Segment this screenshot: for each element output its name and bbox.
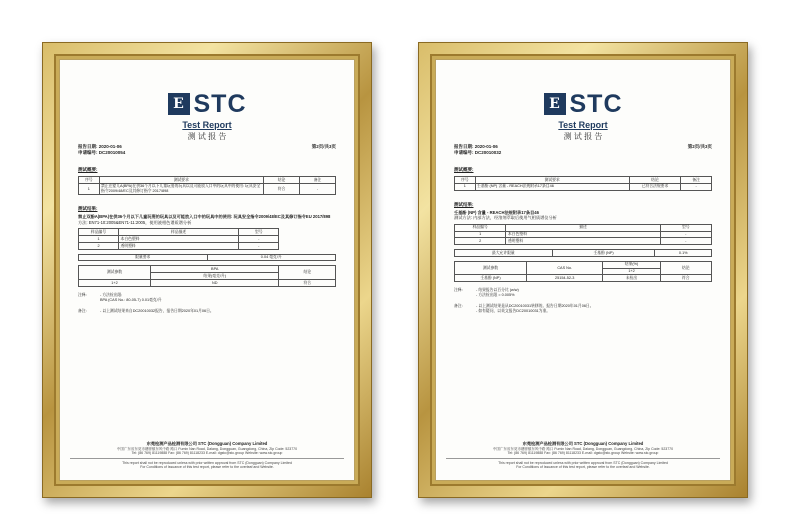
remarks-block xyxy=(78,309,336,314)
table-cell: 已符合法规要求 xyxy=(629,183,680,190)
table-cell: 1 xyxy=(79,183,100,194)
table-cell: 禁止在婴儿A(BPA)在供36个月以下儿童玩耍的玩具以及可能放入口中的玩具中的使用: 玩具安全指令2009/48/EC及其修订指令 2017/898 xyxy=(99,183,264,194)
sample-table xyxy=(78,228,279,249)
table-header-row xyxy=(79,229,279,236)
report-footer xyxy=(70,442,344,470)
report-date: 报告日期: 2020-01-06 xyxy=(78,144,122,149)
table-header: 备注 xyxy=(681,177,712,184)
table-header-row xyxy=(79,266,336,273)
table-cell: - xyxy=(681,183,712,190)
table-header-row xyxy=(455,261,712,268)
table-row xyxy=(79,242,279,249)
report-date: 报告日期: 2020-01-06 xyxy=(454,144,498,149)
stc-logo-mark: E xyxy=(544,93,566,115)
test-method: 测试方法: 内部方法，经溶剂萃取后使用气相质谱仪分析 xyxy=(454,215,557,221)
note-line: BPA (CAS No.: 80-05-7) 0.01毫克/升 xyxy=(100,297,162,302)
remarks-label: 备注: xyxy=(78,308,87,313)
table-header: CAS No. xyxy=(526,261,603,275)
table-cell: - xyxy=(239,242,279,249)
table-cell: 1 xyxy=(79,236,119,243)
report-title-en: Test Report xyxy=(558,120,608,130)
table-header-row xyxy=(79,177,336,184)
table-cell: ND xyxy=(150,280,279,287)
summary-table xyxy=(454,176,712,191)
footer-address: 中国广东省东莞市塘厦镇东风中路 路口 Fumin Nan Road, Dalang, Dongguan, Guangdong, China, Zip Code: 523770 xyxy=(492,446,674,451)
table-cell: 壬基酚 (NP) xyxy=(552,250,655,257)
result-title: 测试结果: xyxy=(454,201,474,207)
frame-inner xyxy=(430,54,736,486)
table-header: 样品编号 xyxy=(79,229,119,236)
table-row xyxy=(79,280,336,287)
table-header: 型号 xyxy=(660,224,711,231)
summary-title: 测试概要: xyxy=(78,167,98,172)
report-page-right xyxy=(435,59,731,481)
table-header: 结论 xyxy=(660,261,711,275)
table-cell: 0.04 毫克/升 xyxy=(207,254,336,261)
table-cell: 1+2 xyxy=(79,280,151,287)
footer-contact: Tel: (86 769) 81119888 Fax: (86 769) 81118233 E-mail: dgstc@stc.group Website: www.stc.group xyxy=(131,451,283,456)
note-line: - 结果报告以百分比 (w/w) xyxy=(476,288,519,293)
table-cell: 符合 xyxy=(264,183,300,194)
note-line: - 方法检出限 = 0.005% xyxy=(476,293,515,298)
table-cell: 透明塑料 xyxy=(506,238,660,245)
table-header: 序号 xyxy=(455,177,476,184)
table-header: 样品编号 xyxy=(455,224,506,231)
table-cell: - xyxy=(660,238,711,245)
table-header: 结果(毫克/升) xyxy=(150,273,279,280)
table-cell: - xyxy=(660,231,711,238)
table-cell: 符合 xyxy=(279,280,336,287)
table-header: 结论 xyxy=(629,177,680,184)
right-certificate-frame xyxy=(418,42,748,498)
result-heading: 壬基酚 (NP) 含量 - REACH法规附录17条目46 xyxy=(454,209,539,215)
table-header-row xyxy=(455,224,712,231)
table-header: BPA xyxy=(150,266,279,273)
footer-disclaimer: This report shall not be reproduced unless with prior written approval from STC (Dongguan) Company Limited xyxy=(122,460,292,465)
footer-company: 东莞检测产品检测有限公司 STC (Dongguan) Company Limited xyxy=(146,441,268,447)
remark-line: - 以上测试结果来自DC20010032报告，报告日期2020年01月06日。 xyxy=(100,308,214,313)
frame-inner xyxy=(54,54,360,486)
footer-address: 中国广东省东莞市塘厦镇东风中路 路口 Fumin Nan Road, Dalang, Dongguan, Guangdong, China, Zip Code: 523770 xyxy=(116,446,298,451)
page-number: 第2页/共3页 xyxy=(311,144,336,149)
stc-logo xyxy=(78,90,336,118)
report-title-cn: 测 试 报 告 xyxy=(563,132,603,141)
footer-contact: Tel: (86 769) 81119888 Fax: (86 769) 81118233 E-mail: dgstc@stc.group Website: www.stc.group xyxy=(507,451,659,456)
result-heading: 禁止双酚A(BPA)在供36个月以下儿童玩耍的玩具以及可能放入口中的玩具中的使用: 玩具安全指令2009/48/EC及其修订指令EU 2017/898 xyxy=(78,214,331,220)
table-header: 结果(%) xyxy=(603,261,660,268)
remarks-block xyxy=(454,304,712,314)
left-certificate-frame xyxy=(42,42,372,498)
table-cell: 壬基酚 (NP) xyxy=(455,275,527,282)
table-header: 结论 xyxy=(279,266,336,280)
report-page-left xyxy=(59,59,355,481)
remark-line: - 以上测试结果是从DC20010031转移的。报告日期2020年01月06日。 xyxy=(476,304,594,309)
table-header-row xyxy=(455,177,712,184)
table-cell: 2 xyxy=(455,238,506,245)
footer-disclaimer: This report shall not be reproduced unless with prior written approval from STC (Dongguan) Company Limited xyxy=(498,460,668,465)
sample-table xyxy=(454,224,712,245)
result-table xyxy=(454,261,712,282)
table-cell: 未检出 xyxy=(603,275,660,282)
table-header: 描述 xyxy=(506,224,660,231)
table-header: 样品描述 xyxy=(119,229,239,236)
result-title: 测试结果: xyxy=(78,206,98,212)
table-header: 测试参数 xyxy=(455,261,527,275)
table-cell: 壬基酚 (NP) 含量 - REACH法规附录17条目46 xyxy=(475,183,629,190)
notes-block xyxy=(78,293,336,303)
limit-table xyxy=(78,254,336,262)
report-title-cn: 测 试 报 告 xyxy=(187,132,227,141)
limit-table xyxy=(454,249,712,257)
table-header: 测试参数 xyxy=(79,266,151,280)
remark-line: - 如有疑问，以英文报告DC20010031为准。 xyxy=(476,309,551,314)
table-row xyxy=(455,231,712,238)
stc-logo-text: STC xyxy=(193,89,247,118)
page-number: 第2页/共3页 xyxy=(687,144,712,149)
footer-company: 东莞检测产品检测有限公司 STC (Dongguan) Company Limited xyxy=(522,441,644,447)
notes-label: 注释: xyxy=(454,288,463,293)
result-table xyxy=(78,265,336,286)
application-number: 申请编号: DC20010054 xyxy=(78,150,126,155)
table-row xyxy=(79,236,279,243)
report-footer xyxy=(446,442,720,470)
stc-logo xyxy=(454,90,712,118)
table-header: 备注 xyxy=(300,177,336,184)
table-cell: 2 xyxy=(79,242,119,249)
note-line: - 方法检出限: xyxy=(100,292,123,297)
table-header: 序号 xyxy=(79,177,100,184)
table-header: 型号 xyxy=(239,229,279,236)
table-cell: - xyxy=(300,183,336,194)
table-cell: 本白色塑料 xyxy=(119,236,239,243)
table-row xyxy=(79,254,336,261)
table-cell: 限量要求 xyxy=(79,254,208,261)
table-cell: - xyxy=(239,236,279,243)
table-row xyxy=(79,183,336,194)
report-title-en: Test Report xyxy=(182,120,232,130)
table-header: 1+2 xyxy=(603,268,660,275)
table-cell: 1 xyxy=(455,183,476,190)
footer-divider xyxy=(70,458,344,459)
table-row xyxy=(455,275,712,282)
stc-logo-mark: E xyxy=(168,93,190,115)
table-header: 测试要求 xyxy=(475,177,629,184)
footer-conditions: For Conditions of Issuance of this test report, please refer to the overleaf and Website. xyxy=(140,465,274,470)
summary-table xyxy=(78,176,336,195)
table-cell: 透明塑料 xyxy=(119,242,239,249)
table-cell: 0.1% xyxy=(655,250,712,257)
summary-title: 测试概要: xyxy=(454,167,474,172)
table-row xyxy=(455,238,712,245)
table-header: 结论 xyxy=(264,177,300,184)
table-cell: 符合 xyxy=(660,275,711,282)
notes-label: 注释: xyxy=(78,292,87,297)
table-header: 测试要求 xyxy=(99,177,264,184)
table-row xyxy=(455,183,712,190)
test-method: 方法: EN71-10:2005&EN71-11:2005，使用液相色谱质谱分析 xyxy=(78,219,192,225)
table-cell: 1 xyxy=(455,231,506,238)
table-cell: 本白色塑料 xyxy=(506,231,660,238)
stc-logo-text: STC xyxy=(569,89,623,118)
notes-block xyxy=(454,288,712,298)
footer-conditions: For Conditions of Issuance of this test report, please refer to the overleaf and Website. xyxy=(516,465,650,470)
footer-divider xyxy=(446,458,720,459)
table-cell: 最大允许限量 xyxy=(455,250,553,257)
remarks-label: 备注: xyxy=(454,304,463,309)
table-cell: 25154-52-3 xyxy=(526,275,603,282)
table-row xyxy=(455,250,712,257)
application-number: 申请编号: DC20010032 xyxy=(454,150,502,155)
